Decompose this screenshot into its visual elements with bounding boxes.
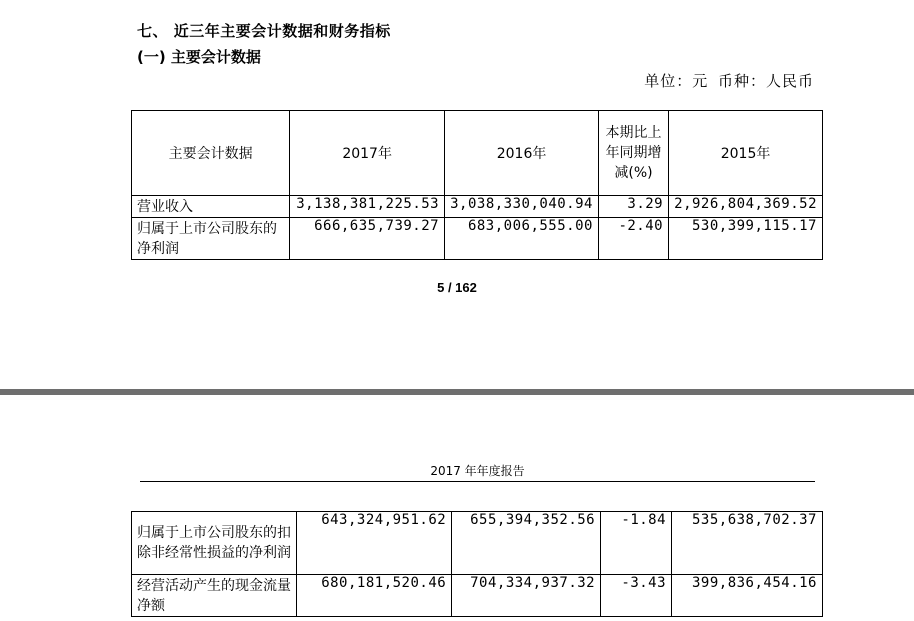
cell-2017: 643,324,951.62 xyxy=(297,512,452,575)
cell-2016: 655,394,352.56 xyxy=(452,512,601,575)
cell-2016: 704,334,937.32 xyxy=(452,575,601,617)
cell-2017: 680,181,520.46 xyxy=(297,575,452,617)
table-header-row xyxy=(132,111,823,196)
cell-change: -3.43 xyxy=(601,575,672,617)
cell-change: 3.29 xyxy=(598,196,668,218)
table-row xyxy=(132,218,823,260)
table-row xyxy=(132,575,823,617)
sub-title: (一) 主要会计数据 xyxy=(137,48,261,66)
table-row xyxy=(132,196,823,218)
cell-change: -2.40 xyxy=(598,218,668,260)
cell-2015: 2,926,804,369.52 xyxy=(669,196,823,218)
header-year-2015: 2015年 xyxy=(669,111,823,196)
cell-2015: 399,836,454.16 xyxy=(672,575,823,617)
currency-label: 币种：人民币 xyxy=(717,72,814,90)
header-item: 主要会计数据 xyxy=(132,111,290,196)
cell-2016: 683,006,555.00 xyxy=(445,218,599,260)
unit-label: 单位：元 xyxy=(644,72,709,90)
document-page-2 xyxy=(0,395,914,621)
cell-2015: 530,399,115.17 xyxy=(669,218,823,260)
accounting-data-table xyxy=(131,110,823,260)
cell-2017: 3,138,381,225.53 xyxy=(290,196,445,218)
row-label: 经营活动产生的现金流量净额 xyxy=(132,575,297,617)
running-header: 2017 年年度报告 xyxy=(430,464,525,478)
row-label: 归属于上市公司股东的扣除非经常性损益的净利润 xyxy=(132,512,297,575)
row-label: 归属于上市公司股东的净利润 xyxy=(132,218,290,260)
header-rule xyxy=(140,481,815,482)
cell-2015: 535,638,702.37 xyxy=(672,512,823,575)
accounting-data-table-continued xyxy=(131,511,823,617)
table-row xyxy=(132,512,823,575)
cell-change: -1.84 xyxy=(601,512,672,575)
header-year-2017: 2017年 xyxy=(290,111,445,196)
header-change: 本期比上年同期增减(%) xyxy=(598,111,668,196)
cell-2016: 3,038,330,040.94 xyxy=(445,196,599,218)
page-number: 5 / 162 xyxy=(437,280,477,295)
unit-line xyxy=(640,70,814,91)
row-label: 营业收入 xyxy=(132,196,290,218)
header-year-2016: 2016年 xyxy=(445,111,599,196)
section-title: 七、 近三年主要会计数据和财务指标 xyxy=(137,22,391,40)
cell-2017: 666,635,739.27 xyxy=(290,218,445,260)
